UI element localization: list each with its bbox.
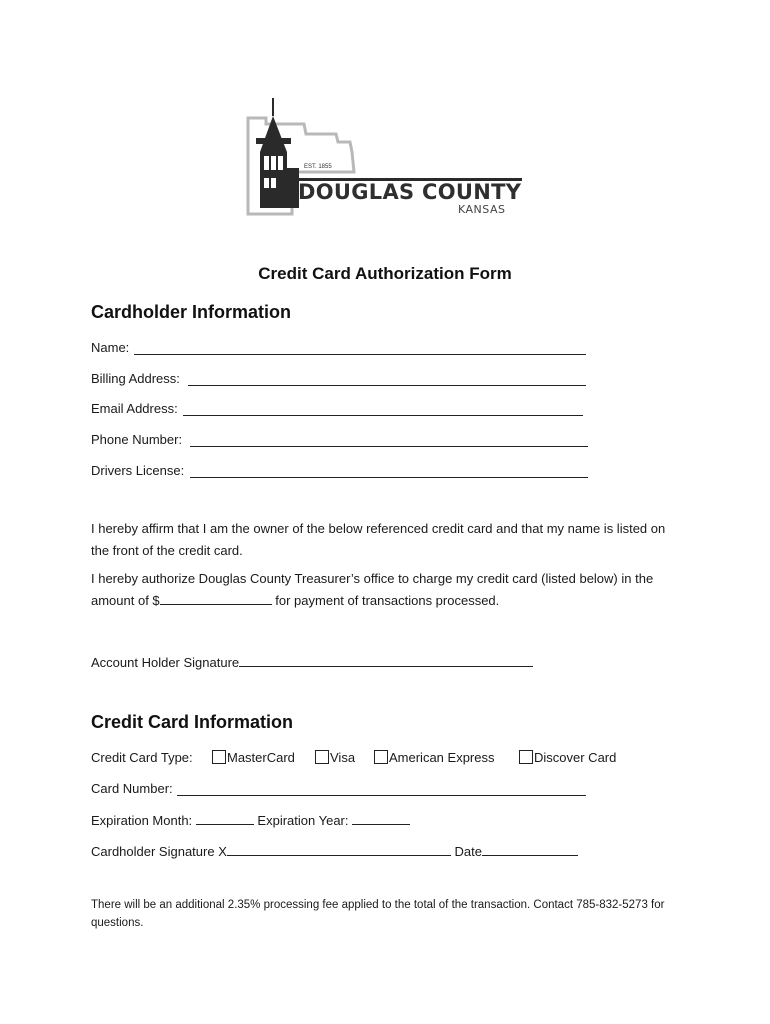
card-number-field[interactable] (177, 795, 586, 796)
mastercard-checkbox[interactable] (212, 750, 226, 764)
email-address-label: Email Address: (91, 401, 178, 416)
drivers-license-field[interactable] (190, 477, 588, 478)
expiration-month-label: Expiration Month: (91, 813, 193, 828)
cardholder-signature-field[interactable] (227, 843, 451, 856)
visa-label: Visa (330, 750, 356, 765)
authorization-text-after: for payment of transactions processed. (271, 593, 500, 608)
cardholder-signature-label: Cardholder Signature X (91, 844, 227, 859)
visa-checkbox[interactable] (315, 750, 329, 764)
name-label: Name: (91, 340, 130, 355)
authorization-text (91, 568, 681, 612)
expiration-year-label: Expiration Year: (257, 813, 349, 828)
account-signature-field[interactable] (239, 654, 533, 667)
logo-state: KANSAS (458, 203, 506, 216)
card-info-heading: Credit Card Information (91, 712, 294, 732)
affirmation-text: I hereby affirm that I am the owner of the below referenced credit card and that my name is listed on the front of the credit card. (91, 521, 666, 558)
card-type-options (0, 750, 770, 770)
authorization-text-before: I hereby authorize Douglas County Treasurer’s office to charge my credit card (listed below) in the amount of $ (91, 571, 654, 608)
expiration-row (91, 812, 410, 828)
discover-card-label: Discover Card (534, 750, 617, 765)
processing-fee-note: There will be an additional 2.35% processing fee applied to the total of the transaction. Contact 785-832-5273 for questions. (91, 899, 665, 929)
account-signature-label (91, 654, 533, 670)
drivers-license-label: Drivers License: (91, 463, 185, 478)
county-logo (246, 94, 526, 224)
logo-name: DOUGLAS COUNTY (298, 180, 522, 204)
american-express-label: American Express (389, 750, 495, 765)
cardholder-heading: Cardholder Information (91, 302, 292, 322)
cardholder-signature-row (91, 843, 578, 859)
mastercard-label: MasterCard (227, 750, 295, 765)
option-american-express[interactable] (374, 750, 494, 765)
option-mastercard[interactable] (212, 750, 295, 765)
phone-number-field[interactable] (190, 446, 588, 447)
card-type-label: Credit Card Type: (91, 750, 193, 765)
american-express-checkbox[interactable] (374, 750, 388, 764)
expiration-month-field[interactable] (196, 812, 254, 825)
date-label: Date (454, 844, 482, 859)
amount-field[interactable] (160, 592, 272, 605)
account-signature-text: Account Holder Signature (91, 655, 240, 670)
form-title: Credit Card Authorization Form (258, 264, 512, 283)
expiration-year-field[interactable] (352, 812, 410, 825)
logo-established: EST. 1855 (304, 164, 332, 170)
date-field[interactable] (482, 843, 578, 856)
option-discover-card[interactable] (519, 750, 616, 765)
option-visa[interactable] (315, 750, 355, 765)
card-number-label: Card Number: (91, 781, 173, 796)
billing-address-field[interactable] (188, 385, 586, 386)
billing-address-label: Billing Address: (91, 371, 180, 386)
email-address-field[interactable] (183, 415, 583, 416)
discover-card-checkbox[interactable] (519, 750, 533, 764)
name-field[interactable] (134, 354, 586, 355)
phone-number-label: Phone Number: (91, 432, 183, 447)
